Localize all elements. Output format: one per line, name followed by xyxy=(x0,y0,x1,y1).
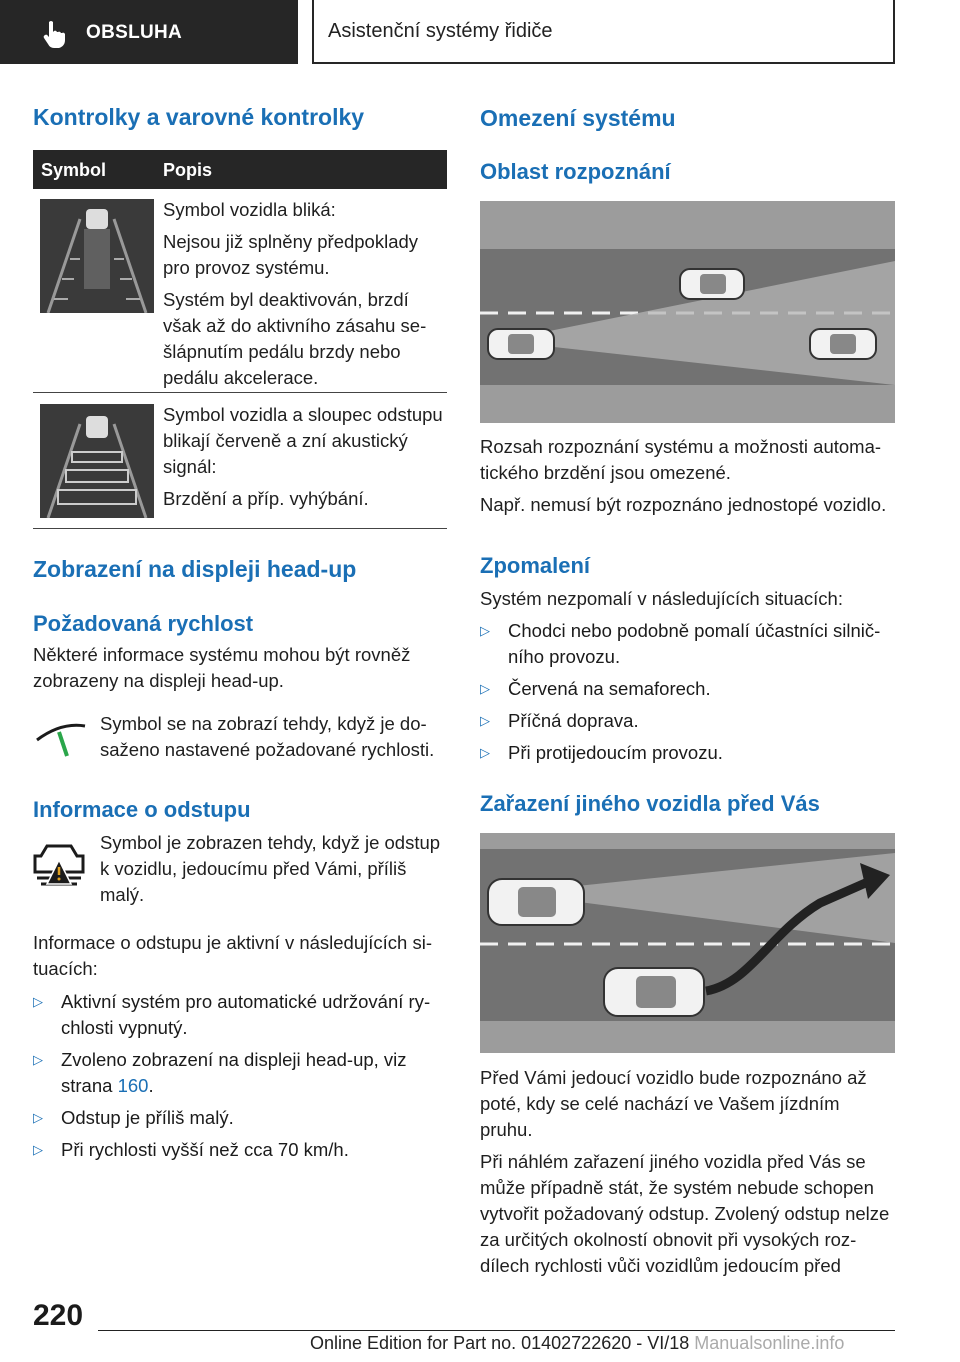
list-item: ▷ Červená na semaforech. xyxy=(480,676,895,702)
paragraph: Před Vámi jedoucí vozidlo bude rozpoznáno až poté, kdy se celé nachází ve Vašem jízdním pruhu. xyxy=(480,1067,867,1140)
cut-in-figure xyxy=(480,833,895,1053)
subtitle-speed: Požadovaná rychlost xyxy=(33,611,254,636)
header-section-label: OBSLUHA xyxy=(86,22,183,43)
subtitle-cutin: Zařazení jiného vozidla před Vás xyxy=(480,791,820,816)
vehicle-symbol-blink-icon xyxy=(40,199,154,313)
header-chapter-title: Asistenční systémy řidiče xyxy=(328,20,553,42)
speed-intro: Některé informace systému mohou být rovněž zobrazeny na displeji head-up. xyxy=(33,644,411,691)
desc-line: Symbol vozidla bliká: xyxy=(163,199,336,220)
distance-active-intro: Informace o odstupu je aktivní v následujících situacích: xyxy=(33,932,432,979)
paragraph: Např. nemusí být rozpoznáno jednostopé vozidlo. xyxy=(480,494,887,515)
table-divider xyxy=(33,392,447,393)
list-item: ▷ Příčná doprava. xyxy=(480,708,895,734)
desc-line: Nejsou již splněny předpoklady pro provoz systému. xyxy=(163,231,419,278)
own-car-icon xyxy=(488,329,554,359)
header-section-tab[interactable] xyxy=(0,0,298,64)
table-header xyxy=(33,150,447,189)
page-link-160[interactable]: 160 xyxy=(117,1075,149,1096)
distance-warning-icon xyxy=(33,842,85,890)
cutin-text xyxy=(480,1065,895,1285)
footer-edition-text: Online Edition for Part no. 01402722620 - VI/18 xyxy=(310,1333,690,1353)
paragraph: Při náhlém zařazení jiného vozidla před Vás se může případně stát, že systém nebude schopen vytvořit požadovaný odstup. Zvolený odstup nelze za určitých okolností obnovit při vysokých rozdílech rychlosti vůči vozidlům jedoucím před xyxy=(480,1151,890,1276)
section-title-warnings: Kontrolky a varovné kontrolky xyxy=(33,104,365,130)
slow-intro: Systém nezpomalí v následujících situacích: xyxy=(480,588,843,609)
speed-symbol-text: Symbol se na zobrazí tehdy, když je dosaženo nastavené požadované rychlosti. xyxy=(100,713,435,760)
subtitle-range: Oblast rozpoznání xyxy=(480,159,671,184)
list-item: ▷ Aktivní systém pro automatické udržování rychlosti vypnutý. xyxy=(33,989,447,1041)
desc-line: Symbol vozidla a sloupec odstupu blikají červeně a zní akustický signál: xyxy=(163,404,443,477)
list-item: ▷ Při rychlosti vyšší než cca 70 km/h. xyxy=(33,1137,447,1163)
footer-watermark: Manualsonline.info xyxy=(694,1333,845,1353)
list-item: ▷ Chodci nebo podobně pomalí účastníci silničního provozu. xyxy=(480,618,895,670)
list-item-text: . xyxy=(148,1075,154,1096)
distance-symbol-text: Symbol je zobrazen tehdy, když je odstup k vozidlu, jedoucímu před Vámi, příliš malý. xyxy=(100,832,441,905)
list-item: ▷ Odstup je příliš malý. xyxy=(33,1105,447,1131)
speed-reached-icon xyxy=(33,716,89,760)
subtitle-slow: Zpomalení xyxy=(480,553,591,578)
section-title-limits: Omezení systému xyxy=(480,105,676,131)
footer-edition xyxy=(310,1333,844,1354)
car-icon xyxy=(604,968,704,1016)
list-item-text: Zvoleno zobrazení na displeji head-up, viz strana xyxy=(61,1049,407,1096)
footer-rule xyxy=(98,1330,895,1331)
detection-range-figure xyxy=(480,201,895,423)
hand-pointer-icon xyxy=(40,20,66,48)
desc-line: Brzdění a příp. vyhýbání. xyxy=(163,488,369,509)
list-item xyxy=(33,1047,447,1099)
table-row-1-desc xyxy=(163,197,447,397)
table-divider xyxy=(33,528,447,529)
table-col-symbol: Symbol xyxy=(41,160,107,180)
header-chapter xyxy=(312,0,895,64)
page-number: 220 xyxy=(33,1299,84,1332)
vehicle-distance-blink-icon xyxy=(40,404,154,518)
table-row-2-desc xyxy=(163,402,447,518)
slow-conditions-list xyxy=(480,618,895,772)
table-col-desc: Popis xyxy=(163,160,213,180)
list-item: ▷ Při protijedoucím provozu. xyxy=(480,740,895,766)
paragraph: Rozsah rozpoznání systému a možnosti automatického brzdění jsou omezené. xyxy=(480,436,882,483)
range-text xyxy=(480,434,895,524)
distance-conditions-list xyxy=(33,989,447,1169)
section-title-hud: Zobrazení na displeji head-up xyxy=(33,556,357,582)
own-car-icon xyxy=(488,879,584,925)
subtitle-distance: Informace o odstupu xyxy=(33,797,251,822)
car-icon xyxy=(810,329,876,359)
car-icon xyxy=(680,269,744,299)
desc-line: Systém byl deaktivován, brzdí však až do aktivního zásahu sešlápnutím pedálu brzdy nebo pedálu akcelerace. xyxy=(163,289,427,388)
